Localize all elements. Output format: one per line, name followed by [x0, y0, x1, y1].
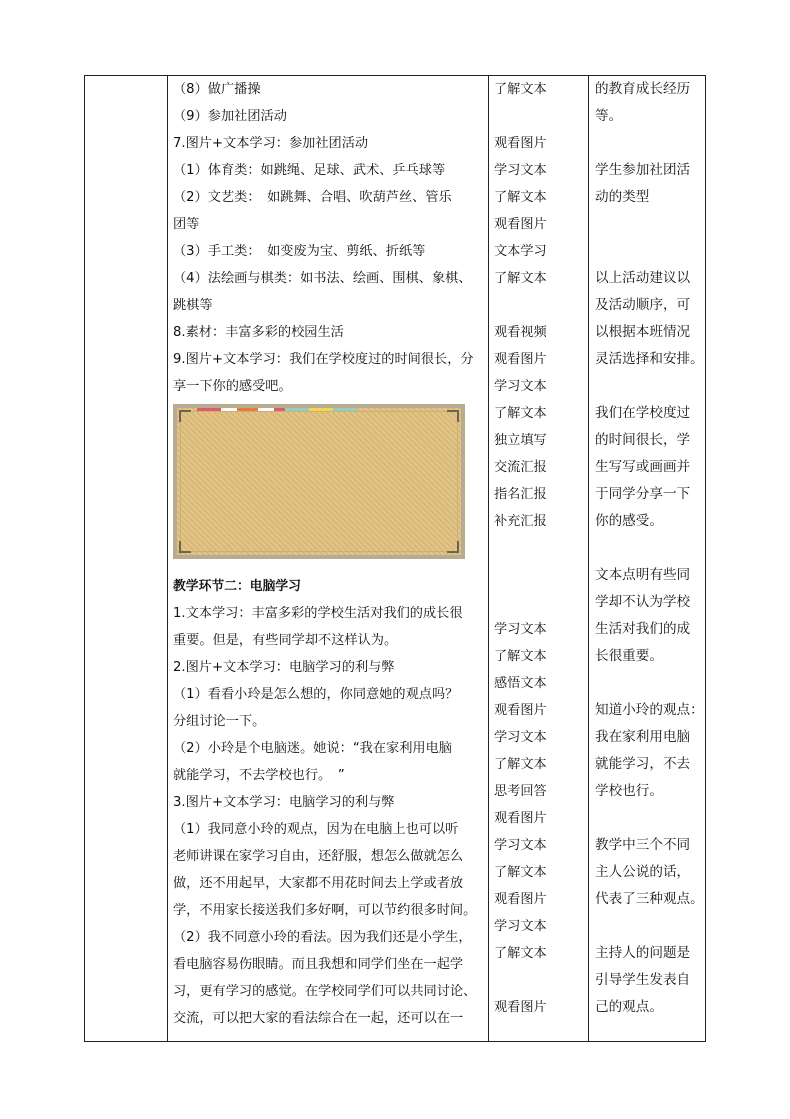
column-divider — [588, 76, 589, 1041]
content-line: （1）看看小玲是怎么想的，你同意她的观点吗？ — [173, 687, 459, 702]
activity-item: 观看图片 — [494, 136, 547, 151]
activity-item: 了解文本 — [494, 649, 547, 664]
content-line: （4）法绘画与棋类：如书法、绘画、围棋、象棋、 — [173, 271, 472, 286]
content-line: 享一下你的感受吧。 — [173, 379, 292, 394]
note-line: 文本点明有些同 — [595, 567, 691, 583]
note-line: 生活对我们的成 — [595, 621, 691, 637]
activity-item: 了解文本 — [494, 946, 547, 961]
note-line: 主人公说的话， — [595, 864, 691, 880]
content-line: （2）文艺类： 如跳舞、合唱、吹葫芦丝、管乐 — [173, 190, 452, 205]
corner-ornament — [447, 541, 459, 553]
content-line: 做，还不用起早，大家都不用花时间去上学或者放 — [173, 876, 464, 891]
activity-item: 观看图片 — [494, 352, 547, 367]
activity-item: 思考回答 — [494, 784, 547, 799]
note-line: 长很重要。 — [595, 648, 663, 664]
activity-item: 了解文本 — [494, 865, 547, 880]
activity-item: 文本学习 — [494, 244, 547, 259]
note-line: 以上活动建议以 — [595, 270, 691, 286]
activity-item: 了解文本 — [494, 271, 547, 286]
note-line: 以根据本班情况 — [595, 324, 691, 340]
content-line: （2）我不同意小玲的看法。因为我们还是小学生， — [173, 930, 472, 945]
activity-item: 学习文本 — [494, 379, 547, 394]
note-line: 教学中三个不同 — [595, 837, 691, 853]
content-line: 跳棋等 — [173, 298, 213, 313]
note-line: 学却不认为学校 — [595, 594, 691, 610]
paper-texture-image — [173, 404, 465, 559]
note-line: 学生参加社团活 — [595, 162, 691, 178]
activity-item: 学习文本 — [494, 622, 547, 637]
note-line: 动的类型 — [595, 189, 650, 205]
column-divider — [488, 76, 489, 1041]
activity-item: 观看视频 — [494, 325, 547, 340]
note-line: 生写写或画画并 — [595, 459, 691, 475]
note-line: 灵活选择和安排。 — [595, 351, 704, 367]
activity-item: 感悟文本 — [494, 676, 547, 691]
activity-item: 指名汇报 — [494, 487, 547, 502]
note-line: 学校也行。 — [595, 783, 663, 799]
note-line: 你的感受。 — [595, 513, 663, 529]
content-line: 7.图片+文本学习：参加社团活动 — [173, 136, 369, 151]
content-line: 9.图片+文本学习：我们在学校度过的时间很长，分 — [173, 352, 474, 367]
content-line: 学，不用家长接送我们多好啊，可以节约很多时间。 — [173, 903, 477, 918]
note-line: 我们在学校度过 — [595, 405, 691, 421]
content-line: 看电脑容易伤眼睛。而且我想和同学们坐在一起学 — [173, 957, 464, 972]
note-line: 就能学习，不去 — [595, 756, 691, 772]
activity-item: 学习文本 — [494, 730, 547, 745]
activity-item: 补充汇报 — [494, 514, 547, 529]
content-line: （2）小玲是个电脑迷。她说：“我在家利用电脑 — [173, 741, 452, 756]
content-line: 8.素材：丰富多彩的校园生活 — [173, 325, 344, 340]
note-line: 引导学生发表自 — [595, 972, 691, 988]
activity-item: 观看图片 — [494, 217, 547, 232]
content-line: 1.文本学习：丰富多彩的学校生活对我们的成长很 — [173, 606, 463, 621]
corner-ornament — [179, 410, 191, 422]
note-line: 及活动顺序，可 — [595, 297, 691, 313]
note-line: 知道小玲的观点： — [595, 702, 704, 718]
content-line: 重要。但是，有些同学却不这样认为。 — [173, 633, 398, 648]
content-line: 分组讨论一下。 — [173, 714, 266, 729]
content-line: （1）我同意小玲的观点，因为在电脑上也可以听 — [173, 822, 459, 837]
student-activity-column — [494, 76, 582, 1021]
content-line: （3）手工类： 如变废为宝、剪纸、折纸等 — [173, 244, 426, 259]
content-line: （9）参加社团活动 — [173, 109, 287, 124]
note-line: 己的观点。 — [595, 999, 663, 1015]
note-line: 主持人的问题是 — [595, 945, 691, 961]
activity-item: 了解文本 — [494, 757, 547, 772]
section-title: 教学环节二：电脑学习 — [173, 579, 301, 594]
content-line: 3.图片+文本学习：电脑学习的利与弊 — [173, 795, 395, 810]
design-notes-column — [595, 76, 703, 1021]
note-line: 我在家利用电脑 — [595, 729, 691, 745]
content-line: 习，更有学习的感觉。在学校同学们可以共同讨论、 — [173, 984, 477, 999]
corner-ornament — [447, 410, 459, 422]
activity-item: 了解文本 — [494, 406, 547, 421]
activity-item: 观看图片 — [494, 703, 547, 718]
note-line: 代表了三种观点。 — [595, 891, 704, 907]
activity-item: 学习文本 — [494, 163, 547, 178]
lesson-table — [84, 75, 706, 1042]
note-line: 于同学分享一下 — [595, 486, 691, 502]
activity-item: 学习文本 — [494, 838, 547, 853]
note-line: 等。 — [595, 108, 623, 124]
content-line: 就能学习，不去学校也行。 ” — [173, 768, 345, 783]
corner-ornament — [179, 541, 191, 553]
note-line: 的教育成长经历 — [595, 81, 691, 97]
activity-item: 观看图片 — [494, 1000, 547, 1015]
content-line: 老师讲课在家学习自由，还舒服，想怎么做就怎么 — [173, 849, 464, 864]
activity-item: 学习文本 — [494, 919, 547, 934]
teaching-content-column — [168, 76, 488, 1032]
activity-item: 观看图片 — [494, 811, 547, 826]
activity-item: 独立填写 — [494, 433, 547, 448]
activity-item: 交流汇报 — [494, 460, 547, 475]
content-line: 团等 — [173, 217, 200, 232]
activity-item: 了解文本 — [494, 190, 547, 205]
content-line: （8）做广播操 — [173, 82, 261, 97]
content-line: （1）体育类：如跳绳、足球、武术、乒乓球等 — [173, 163, 446, 178]
note-line: 的时间很长，学 — [595, 432, 691, 448]
content-line: 交流，可以把大家的看法综合在一起，还可以在一 — [173, 1011, 464, 1026]
activity-item: 了解文本 — [494, 82, 547, 97]
content-line: 2.图片+文本学习：电脑学习的利与弊 — [173, 660, 395, 675]
activity-item: 观看图片 — [494, 892, 547, 907]
